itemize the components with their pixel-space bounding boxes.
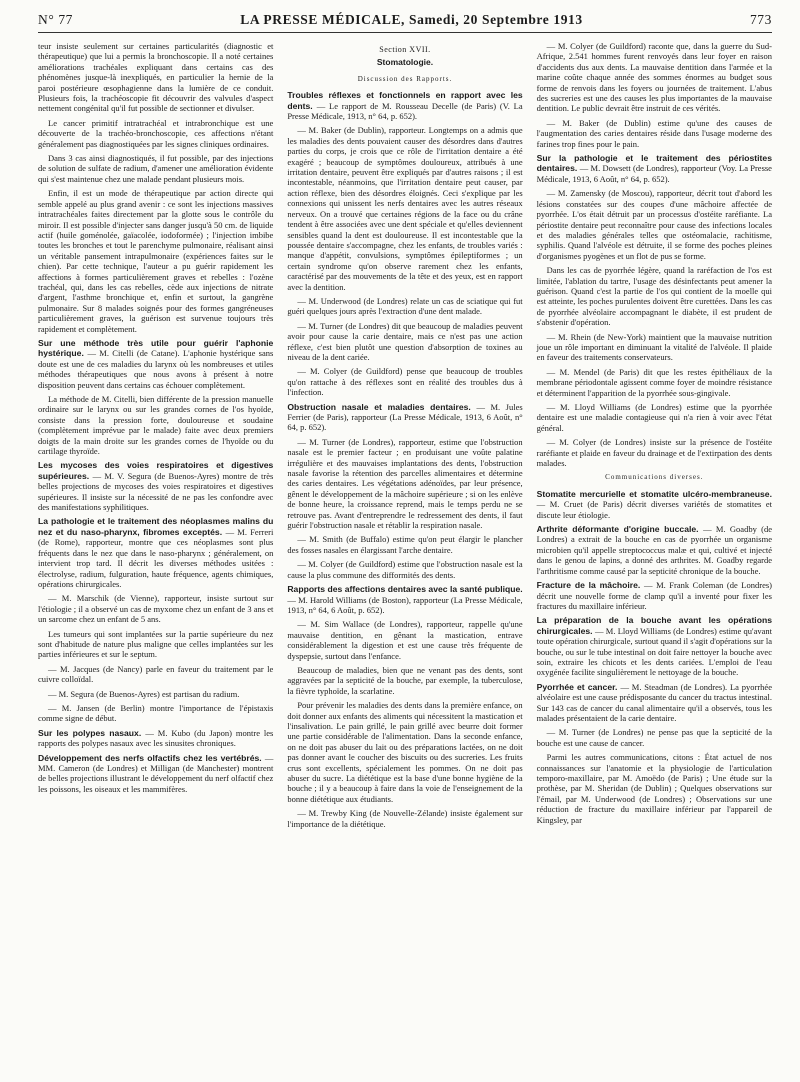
paragraph-text: — M. Jacques (de Nancy) parle en faveur du traitement par le cuivre colloïdal.: [38, 663, 274, 685]
paragraph-heading: La pathologie et le traitement des néoplasmes malins du nez et du naso-pharynx, fibromes exceptés.: [38, 516, 274, 537]
paragraph: [38, 728, 273, 749]
paragraph: [287, 125, 522, 292]
paragraph-heading: Développement des nerfs olfactifs chez les vertébrés.: [38, 752, 265, 763]
paragraph: [38, 703, 273, 724]
paragraph-text: Pour prévenir les maladies des dents dans la première enfance, on doit donner aux enfants des aliments qui nécessitent la mastication et l'insalivation. Le pain grillé, le pain grillé avec beurre doit former une partie considérable de l'alimentation. Dans la seconde enfance, on ne doit pas abuser du lait ou des préparations lactées, on ne doit pas donner avant le coucher des biscuits ou des sucreries. Les fruits crus sont excellents, spécialement les pommes. On ne doit pas abuser du sucre. La diététique est la base d'une bonne hygiène de la bouche ; il y a beaucoup à faire dans la voie de l'enseignement de la bonne diététique aux étudiants.: [287, 700, 523, 804]
column-2: [287, 41, 522, 833]
paragraph-text: Beaucoup de maladies, bien que ne venant pas des dents, sont aggravées par la septicité de la bouche, par exemple, la tuberculose, la fièvre typhoïde, la scarlatine.: [287, 664, 523, 696]
paragraph-text: — M. Mendel (de Paris) dit que les restes épithéliaux de la membrane périodontale agissent comme foyer de moindre résistance et déterminent l'apparition de la pyorrhée sous-gingivale.: [536, 366, 772, 398]
paragraph: [537, 118, 772, 149]
paragraph-text: La méthode de M. Citelli, bien différente de la pression manuelle ordinaire sur le larynx ou sur les grandes cornes de l'os hyoïde, consiste dans la pression forte, douloureuse et soudaine (complètement imprévue par le malade) faite avec deux premiers doigts de la main droite sur les grandes cornes de l'hyoïde ou du cartilage thyroïde.: [38, 394, 274, 457]
paragraph: [287, 402, 522, 433]
paragraph-text: — M. Ferreri (de Rome), rapporteur, montre que ces néoplasmes sont plus fréquents dans le nez que dans le naso-pharynx ; généralement, on intervient trop tard. Il décrit les diverses méthodes usitées : électrolyse, radium, fulguration, haute fréquence, agents chimiques, opérations chirurgicales.: [38, 526, 274, 589]
paragraph-text: — M. Turner (de Londres) dit que beaucoup de maladies peuvent avoir pour cause la carie dentaire, mais ce n'est pas une action réflexe, c'est bien plutôt une question d'absorption de toxines au niveau de la dent cariée.: [287, 320, 523, 362]
paragraph-heading: Sur les polypes nasaux.: [38, 727, 146, 738]
paragraph: [537, 265, 772, 327]
paragraph: [38, 338, 273, 390]
paragraph: [38, 153, 273, 184]
paragraph: [287, 559, 522, 580]
paragraph: [38, 188, 273, 334]
subsection-label: Communications diverses.: [605, 473, 704, 482]
paragraph-text: — M. Lloyd Williams (de Londres) estime qu'avant toute opération chirurgicale, surtout quand il s'agit d'opérations sur la bouche, ou sur le tube intestinal on doit faire nettoyer la bouche avec soin, extraire les chicots et les dents cariées. L'emploi de l'eau oxygénée facilite singulièrement le nettoyage de la bouche.: [536, 625, 772, 678]
paragraph-text: — M. Turner (de Londres), rapporteur, estime que l'obstruction nasale est le premier facteur ; en produisant une voûte palatine irrégulière et des mauvaises implantations des dents, l'obstruction nasale favorise la rétention des parcelles alimentaires et détermine des caries dentaires. Les végétations adénoïdes, par leur présence, gênent le développement de la mâchoire supérieure ; si on les enlève de bonne heure, la croissance reprend, mais le temps perdu ne se retrouve pas. Avant d'entreprendre le redressement des dents, il faut guérir l'obstruction nasale et rétablir la respiration nasale.: [287, 436, 523, 531]
paragraph-text: — M. Trewby King (de Nouvelle-Zélande) insiste également sur l'importance de la diététique.: [287, 808, 523, 829]
paragraph: [38, 664, 273, 685]
paragraph: [287, 321, 522, 363]
paragraph: [38, 689, 273, 699]
paragraph-text: — M. Turner (de Londres) ne pense pas que la septicité de la bouche est une cause de cancer.: [536, 727, 772, 748]
paragraph-heading: Pyorrhée et cancer.: [536, 681, 621, 692]
paragraph: [38, 629, 273, 660]
paragraph-text: — M. Goadby (de Londres) a extrait de la bouche en cas de pyorrhée un organisme microbien qu'il appelle streptococcus malæ et qui, cultivé et injecté dans le genou de lapins, a donné des arthrites. M. Goadby regarde l'arthritisme comme causé par la septicité chronique de la bouche.: [536, 524, 772, 576]
paragraph: [537, 402, 772, 433]
paragraph: [287, 534, 522, 555]
paragraph: [287, 90, 522, 121]
paragraph-heading: La préparation de la bouche avant les opérations chirurgicales.: [536, 615, 772, 636]
paragraph-text: Dans les cas de pyorrhée légère, quand la raréfaction de l'os est limitée, l'ablation du tartre, l'usage des désinfectants peut amener la guérison. Quand c'est la partie de l'os qui contient de la moelle qui est atteinte, les poches purulentes doivent être curettées. Dans les cas de pyorrhée alvéolaire accompagnant le diabète, il est prudent de s'abstenir d'opération.: [536, 265, 772, 328]
page-number-right: 773: [749, 12, 772, 27]
paragraph-heading: Troubles réflexes et fonctionnels en rapport avec les dents.: [287, 90, 523, 111]
column-1: [38, 41, 273, 833]
journal-title: LA PRESSE MÉDICALE, Samedi, 20 Septembre 1913: [240, 12, 583, 27]
paragraph: [537, 153, 772, 184]
paragraph-text: — M. Baker (de Dublin) estime qu'une des causes de l'augmentation des caries dentaires réside dans l'usage moderne des farines trop fines pour le pain.: [536, 117, 772, 149]
paragraph: [287, 437, 522, 531]
paragraph-heading: Sur la pathologie et le traitement des périostites dentaires.: [536, 153, 772, 174]
paragraph-text: Les tumeurs qui sont implantées sur la partie supérieure du nez sont d'habitude de nature plus maligne que celles implantées sur les parties inférieures et sur le septum.: [38, 628, 274, 660]
paragraph: [537, 41, 772, 114]
paragraph: [537, 332, 772, 363]
paragraph-text: — M. Cruet (de Paris) décrit diverses variétés de stomatites et discute leur étiologie.: [536, 499, 772, 520]
paragraph-text: — M. Sim Wallace (de Londres), rapporteur, rappelle qu'une mauvaise dentition, en gênant la mastication, entrave considérablement la digestion et est une cause très fréquente de dyspepsie, surtout dans l'enfance.: [287, 619, 523, 661]
paragraph-text: — M. Underwood (de Londres) relate un cas de sciatique qui fut guéri quelques jours après l'extraction d'une dent malade.: [287, 295, 523, 317]
paragraph: [537, 615, 772, 677]
page-number-left: N° 77: [38, 12, 74, 27]
paragraph: [287, 296, 522, 317]
paragraph: [287, 619, 522, 661]
paragraph: [287, 665, 522, 696]
paragraph: [287, 808, 522, 829]
paragraph-heading: Obstruction nasale et maladies dentaires.: [287, 401, 477, 412]
paragraph-text: — M. Colyer (de Guildford) pense que beaucoup de troubles qu'on rattache à des réflexes sont en réalité des troubles dus à l'infection.: [287, 366, 523, 398]
paragraph: [287, 584, 522, 615]
paragraph-text: — MM. Cameron (de Londres) et Milligan (de Manchester) montrent de belles projections illustrant le développement du nerf olfactif chez les poissons, les oiseaux et les mammifères.: [38, 752, 274, 794]
paragraph-heading: Sur une méthode très utile pour guérir l'aphonie hystérique.: [38, 337, 274, 359]
paragraph-text: — M. Dowsett (de Londres), rapporteur (Voy. La Presse Médicale, 1913, 6 Août, n° 64, p. 652).: [536, 163, 772, 184]
paragraph: [38, 41, 273, 114]
section-title: Stomatologie.: [376, 57, 434, 68]
paragraph: [537, 580, 772, 611]
paragraph: [38, 460, 273, 512]
paragraph-text: — M. Jules Ferrier (de Paris), rapporteur (La Presse Médicale, 1913, 6 Août, n° 64, p. 652).: [287, 401, 523, 433]
paragraph-text: — M. Zamensky (de Moscou), rapporteur, décrit tout d'abord les lésions constatées sur des coupes d'une mâchoire affectée de pyorrhée. L'os était détruit par un processus d'ostéite raréfiante. La périostite dentaire peut reconnaître pour cause des infections locales et des maladies générales telles que ostéomalacie, rachitisme, syphilis. Quand l'alvéole est détruite, il se forme des poches pleines d'organismes pyogènes et un flot de pus se forme.: [536, 188, 772, 261]
paragraph-text: — M. Lloyd Williams (de Londres) estime que la pyorrhée dentaire est une maladie contagieuse qui n'a rien à voir avec l'état général.: [536, 402, 772, 433]
paragraph: [537, 752, 772, 825]
paragraph-text: — M. Baker (de Dublin), rapporteur. Longtemps on a admis que les maladies des dents pouvaient causer des désordres dans d'autres parties du corps, je crois que ce rôle de l'irritation dentaire a été exagéré ; beaucoup de symptômes douloureux, attribués à une irritation dentaire, peuvent être expliqués par d'autres raisons ; il est incontestable, néanmoins, que l'irritation dentaire peut causer, par action réflexe, bien des désordres éloignés. Ceci s'explique par les connexions qui unissent les nerfs dentaires avec les autres réseaux nerveux. On a trouvé que certaines régions de la face ou du crâne tendent à être associées avec une dent spéciale et qu'elles deviennent sensibles quand la dent est douloureuse. Il est incontestable que la poussée dentaire s'accompagne, chez les enfants, de troubles variés : manque d'appétit, convulsions, symptômes épileptiformes ; un certain syndrome qu'on observe rarement chez les enfants, caractérisé par des mouvements de la tête et des yeux, est en rapport avec la dentition.: [287, 125, 523, 292]
paragraph-text: — M. Segura (de Buenos-Ayres) est partisan du radium.: [48, 688, 240, 699]
paragraph-heading: Fracture de la mâchoire.: [536, 580, 645, 591]
paragraph-text: Enfin, il est un mode de thérapeutique par action directe qui semble appelé au plus grand avenir : ce sont les injections massives intratrachéales faites directement par la glotte sous le contrôle du miroir. Il est possible d'injecter sans danger jusqu'à 50 cm. de liquide actif (huile goménolée, gaïacolée, iodoformée) ; l'injection imbibe toutes les bronches et tout le parenchyme pulmonaire, réalisant ainsi un véritable pansement intrapulmonaire (expériences faites sur le chien). Par cette technique, l'auteur a pu guérir rapidement les affections à formes particulièrement graves et rebelles : l'ozène trachéal, qui, dans les cas rebelles, cède aux injections de nitrate d'argent, l'asthme bronchique et, enfin et surtout, la gangrène pulmonaire. Sur 8 malades soignés pour des formes gangréneuses particulièrement graves, la guérison est survenue toujours très rapidement et complètement.: [38, 188, 274, 334]
paragraph-text: Dans 3 cas ainsi diagnostiqués, il fut possible, par des injections de solution de sulfate de radium, d'amener une amélioration évidente qui s'est maintenue chez une malade pendant plusieurs mois.: [38, 153, 274, 184]
paragraph: [537, 437, 772, 468]
paragraph-text: — M. Steadman (de Londres). La pyorrhée alvéolaire est une cause prédisposante du cancer du tractus intestinal. Sur 143 cas de cancer du canal alimentaire qu'il a observés, tous les malades présentaient de la carie dentaire.: [536, 681, 772, 723]
paragraph-text: Le cancer primitif intratrachéal et intrabronchique est une découverte de la trachéo-bronchoscopie, ces affections n'étant généralement pas diagnostiquées par les signes cliniques ordinaires.: [38, 117, 274, 149]
paragraph-text: — M. Marschik (de Vienne), rapporteur, insiste surtout sur l'étiologie ; il a observé un cas de myxome chez un enfant de 3 ans et un sarcome chez un enfant de 5 ans.: [38, 593, 274, 625]
paragraph: [537, 188, 772, 261]
paragraph-text: — M. Citelli (de Catane). L'aphonie hystérique sans doute est une de ces maladies du larynx où les nombreuses et utiles méthodes thérapeutiques que nous avons à présent à notre disposition peuvent dans certains cas échouer complètement.: [38, 348, 274, 390]
paragraph: [537, 489, 772, 520]
paragraph-text: — M. Smith (de Buffalo) estime qu'on peut élargir le plancher des fosses nasales en élargissant l'arche dentaire.: [287, 534, 523, 555]
paragraph: [537, 727, 772, 748]
section-label: Section XVII.: [379, 45, 431, 54]
paragraph: [537, 524, 772, 576]
paragraph-heading: Arthrite déformante d'origine buccale.: [536, 524, 704, 535]
paragraph-text: — M. Frank Coleman (de Londres) décrit une nouvelle forme de clamp qu'il a inventé pour fixer les fractures du maxillaire inférieur.: [536, 580, 772, 611]
paragraph: [287, 366, 522, 397]
paragraph-text: — M. Kubo (du Japon) montre les rapports des polypes nasaux avec les sinusites chroniques.: [38, 727, 274, 749]
paragraph-text: — M. V. Segura (de Buenos-Ayres) montre de très belles projections de mycoses des voies respiratoires et digestives supérieures. Il insiste sur la nécessité de ne pas les confondre avec des manifestations syphilitiques.: [38, 470, 274, 513]
paragraph: [287, 700, 522, 804]
paragraph: [537, 367, 772, 398]
paragraph: [38, 753, 273, 795]
paragraph: [38, 593, 273, 624]
page-header: [38, 12, 772, 33]
paragraph-text: — M. Jansen (de Berlin) montre l'importance de l'épistaxis comme signe de début.: [38, 702, 274, 724]
paragraph-text: — M. Rhein (de New-York) maintient que la mauvaise nutrition joue un rôle important en diminuant la vitalité de l'alvéole. Il plaide en faveur des traitements conservateurs.: [536, 331, 772, 363]
paragraph-text: — M. Colyer (de Londres) insiste sur la présence de l'ostéite raréfiante et plaide en faveur du drainage et de l'extirpation des dents malades.: [536, 437, 772, 469]
column-3: [537, 41, 772, 833]
discussion-label: Discussion des Rapports.: [357, 74, 453, 83]
paragraph-text: — M. Harold Williams (de Boston), rapporteur (La Presse Médicale, 1913, n° 64, 6 Août, p. 652).: [287, 594, 523, 615]
paragraph: [38, 118, 273, 149]
paragraph: [38, 516, 273, 589]
paragraph-heading: Rapports des affections dentaires avec la santé publique.: [287, 584, 523, 595]
paragraph-heading: Les mycoses des voies respiratoires et digestives supérieures.: [38, 460, 274, 481]
paragraph: [38, 394, 273, 456]
paragraph-heading: Stomatite mercurielle et stomatite ulcéro-membraneuse.: [536, 488, 772, 499]
text-columns: [38, 41, 772, 833]
paragraph: [537, 682, 772, 724]
paragraph-text: — M. Colyer (de Guildford) estime que l'obstruction nasale est la cause la plus commune des difformités des dents.: [287, 559, 523, 580]
paragraph-text: — M. Colyer (de Guildford) raconte que, dans la guerre du Sud-Afrique, 2.541 hommes furent renvoyés dans leur foyer en raison d'accidents dus aux dents. La mauvaise dentition dans l'armée et la marine coûte chaque année des sommes énormes au budget sous forme de renvois dans les foyers ou journées de traitement. L'abus des sucreries est une des causes les plus importantes de la mauvaise dentition. Le public devrait être instruit de ces vérités.: [536, 41, 772, 114]
paragraph-text: teur insiste seulement sur certaines particularités (diagnostic et thérapeutique) que lui a permis la bronchoscopie. Il a noté certaines améliorations trachéales expliquant dans certains cas des phénomènes jusque-là inexpliqués, en particulier la hernie de la paroi postérieure œsophagienne dans la lumière de ce conduit. Plusieurs fois, la trachéoscopie fit découvrir des valvules d'aspect nettement congénital qu'il fut possible de sectionner et divulser.: [38, 41, 274, 114]
paragraph-text: Parmi les autres communications, citons : État actuel de nos connaissances sur l'anatomie et la physiologie de l'articulation temporo-maxillaire, par M. Amoëdo (de Paris) ; Une étude sur la prothèse, par M. Sheridan (de Dublin) ; Quelques observations sur l'émail, par M. Underwood (de Londres) ; Observations sur une réduction de fracture du maxillaire inférieur par l'appareil de Kingsley, par: [536, 752, 772, 825]
paragraph-text: — Le rapport de M. Rousseau Decelle (de Paris) (V. La Presse Médicale, 1913, n° 64, p. 652).: [287, 100, 523, 122]
